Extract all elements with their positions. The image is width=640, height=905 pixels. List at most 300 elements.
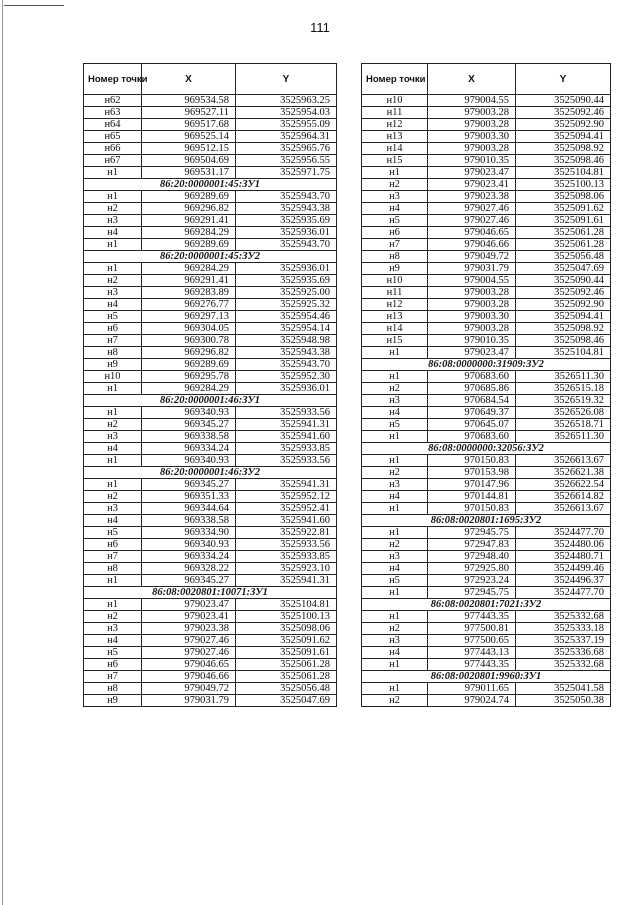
x-value: 972947.83 xyxy=(428,539,516,551)
y-value: 3525952.12 xyxy=(236,491,337,503)
point-number: н1 xyxy=(84,599,142,611)
point-number: н2 xyxy=(362,539,428,551)
x-value: 969527.11 xyxy=(142,107,236,119)
point-number: н9 xyxy=(84,695,142,707)
cadastral-number: 86:08:0020801:1695:ЗУ2 xyxy=(362,515,611,527)
y-value: 3525090.44 xyxy=(516,95,611,107)
table-row xyxy=(84,155,337,167)
x-value: 979027.46 xyxy=(142,635,236,647)
y-value: 3526613.67 xyxy=(516,455,611,467)
y-value: 3525941.31 xyxy=(236,419,337,431)
table-row xyxy=(84,287,337,299)
table-row xyxy=(362,371,611,383)
x-value: 977500.65 xyxy=(428,635,516,647)
point-number: н5 xyxy=(362,215,428,227)
table-row xyxy=(84,635,337,647)
table-row xyxy=(84,215,337,227)
point-number: н1 xyxy=(362,347,428,359)
y-value: 3526621.38 xyxy=(516,467,611,479)
table-row xyxy=(362,347,611,359)
y-value: 3525092.90 xyxy=(516,119,611,131)
y-value: 3525092.46 xyxy=(516,107,611,119)
y-value: 3525333.18 xyxy=(516,623,611,635)
y-value: 3525092.46 xyxy=(516,287,611,299)
table-row xyxy=(362,323,611,335)
x-value: 969340.93 xyxy=(142,455,236,467)
table-row xyxy=(362,695,611,707)
y-value: 3525091.61 xyxy=(516,215,611,227)
point-number: н3 xyxy=(362,479,428,491)
table-row xyxy=(84,623,337,635)
x-value: 979003.28 xyxy=(428,119,516,131)
cadastral-number: 86:20:0000001:45:ЗУ1 xyxy=(84,179,337,191)
y-value: 3524496.37 xyxy=(516,575,611,587)
table-row xyxy=(84,515,337,527)
table-header-row xyxy=(362,64,611,95)
table-row xyxy=(362,503,611,515)
point-number: н1 xyxy=(362,659,428,671)
x-value: 979003.28 xyxy=(428,107,516,119)
y-value: 3525936.01 xyxy=(236,227,337,239)
x-value: 979003.28 xyxy=(428,287,516,299)
table-row xyxy=(84,347,337,359)
point-number: н1 xyxy=(362,611,428,623)
point-number: н2 xyxy=(362,179,428,191)
y-value: 3524477.70 xyxy=(516,587,611,599)
x-value: 969284.29 xyxy=(142,383,236,395)
cadastral-number: 86:20:0000001:46:ЗУ1 xyxy=(84,395,337,407)
section-row xyxy=(362,443,611,455)
table-row xyxy=(362,287,611,299)
table-row xyxy=(84,359,337,371)
table-row xyxy=(84,527,337,539)
table-row xyxy=(84,167,337,179)
y-value: 3526614.82 xyxy=(516,491,611,503)
table-row xyxy=(84,95,337,107)
table-row xyxy=(362,563,611,575)
y-value: 3525954.14 xyxy=(236,323,337,335)
point-number: н7 xyxy=(84,671,142,683)
x-value: 969351.33 xyxy=(142,491,236,503)
section-row xyxy=(84,179,337,191)
point-number: н4 xyxy=(84,515,142,527)
x-value: 970684.54 xyxy=(428,395,516,407)
table-row xyxy=(84,491,337,503)
table-row xyxy=(362,179,611,191)
point-number: н14 xyxy=(362,323,428,335)
x-value: 979003.30 xyxy=(428,131,516,143)
point-number: н3 xyxy=(84,431,142,443)
point-number: н7 xyxy=(84,551,142,563)
table-row xyxy=(84,407,337,419)
x-value: 969504.69 xyxy=(142,155,236,167)
x-value: 969276.77 xyxy=(142,299,236,311)
table-row xyxy=(84,431,337,443)
table-row xyxy=(362,335,611,347)
point-number: н1 xyxy=(84,407,142,419)
point-number: н1 xyxy=(362,167,428,179)
x-value: 969328.22 xyxy=(142,563,236,575)
point-number: н3 xyxy=(84,215,142,227)
y-value: 3525098.92 xyxy=(516,323,611,335)
table-row xyxy=(362,611,611,623)
point-number: н2 xyxy=(362,467,428,479)
x-value: 979023.47 xyxy=(142,599,236,611)
x-value: 970649.37 xyxy=(428,407,516,419)
x-value: 969340.93 xyxy=(142,407,236,419)
table-row xyxy=(362,155,611,167)
y-value: 3525098.92 xyxy=(516,143,611,155)
x-value: 979003.30 xyxy=(428,311,516,323)
table-row xyxy=(84,671,337,683)
point-number: н2 xyxy=(84,611,142,623)
y-value: 3525094.41 xyxy=(516,131,611,143)
table-row xyxy=(84,539,337,551)
table-row xyxy=(362,635,611,647)
x-value: 979023.38 xyxy=(142,623,236,635)
point-number: н67 xyxy=(84,155,142,167)
table-row xyxy=(362,431,611,443)
point-number: н64 xyxy=(84,119,142,131)
point-number: н4 xyxy=(362,491,428,503)
section-row xyxy=(362,599,611,611)
point-number: н1 xyxy=(84,479,142,491)
x-value: 979023.41 xyxy=(142,611,236,623)
section-row xyxy=(84,395,337,407)
table-row xyxy=(362,119,611,131)
x-value: 979046.65 xyxy=(142,659,236,671)
y-value: 3525061.28 xyxy=(236,659,337,671)
y-value: 3525100.13 xyxy=(236,611,337,623)
point-number: н6 xyxy=(84,659,142,671)
x-value: 979003.28 xyxy=(428,299,516,311)
x-value: 979023.47 xyxy=(428,167,516,179)
y-value: 3525104.81 xyxy=(516,347,611,359)
cadastral-number: 86:08:0020801:7021:ЗУ2 xyxy=(362,599,611,611)
table-row xyxy=(362,107,611,119)
table-row xyxy=(362,131,611,143)
x-value: 969283.89 xyxy=(142,287,236,299)
x-value: 969344.64 xyxy=(142,503,236,515)
y-value: 3526511.30 xyxy=(516,431,611,443)
y-value: 3525933.56 xyxy=(236,539,337,551)
y-value: 3525922.81 xyxy=(236,527,337,539)
x-value: 969289.69 xyxy=(142,359,236,371)
y-value: 3526622.54 xyxy=(516,479,611,491)
y-value: 3525963.25 xyxy=(236,95,337,107)
y-value: 3525943.38 xyxy=(236,203,337,215)
point-number: н4 xyxy=(362,563,428,575)
x-value: 969291.41 xyxy=(142,275,236,287)
table-row xyxy=(362,479,611,491)
point-number: н8 xyxy=(362,251,428,263)
section-row xyxy=(362,515,611,527)
y-value: 3525098.46 xyxy=(516,155,611,167)
x-value: 969338.58 xyxy=(142,431,236,443)
table-body-left xyxy=(84,95,337,707)
table-row xyxy=(84,299,337,311)
table-row xyxy=(362,659,611,671)
cadastral-number: 86:08:0000000:31909:ЗУ2 xyxy=(362,359,611,371)
x-value: 969334.24 xyxy=(142,443,236,455)
point-number: н66 xyxy=(84,143,142,155)
y-value: 3525056.48 xyxy=(516,251,611,263)
x-value: 979027.46 xyxy=(428,215,516,227)
cadastral-number: 86:20:0000001:46:ЗУ2 xyxy=(84,467,337,479)
table-row xyxy=(362,299,611,311)
x-value: 969517.68 xyxy=(142,119,236,131)
point-number: н4 xyxy=(84,635,142,647)
table-row xyxy=(362,551,611,563)
x-value: 969289.69 xyxy=(142,239,236,251)
table-row xyxy=(84,371,337,383)
y-value: 3525933.56 xyxy=(236,455,337,467)
y-value: 3525061.28 xyxy=(236,671,337,683)
point-number: н1 xyxy=(84,455,142,467)
y-value: 3525955.09 xyxy=(236,119,337,131)
x-value: 969284.29 xyxy=(142,227,236,239)
y-value: 3525923.10 xyxy=(236,563,337,575)
table-row xyxy=(84,143,337,155)
table-row xyxy=(84,443,337,455)
y-value: 3525336.68 xyxy=(516,647,611,659)
table-row xyxy=(362,143,611,155)
cadastral-number: 86:20:0000001:45:ЗУ2 xyxy=(84,251,337,263)
point-number: н63 xyxy=(84,107,142,119)
point-number: н4 xyxy=(84,443,142,455)
y-value: 3526613.67 xyxy=(516,503,611,515)
x-value: 972945.75 xyxy=(428,587,516,599)
x-value: 972925.80 xyxy=(428,563,516,575)
y-value: 3525952.41 xyxy=(236,503,337,515)
table-row xyxy=(84,383,337,395)
point-number: н12 xyxy=(362,299,428,311)
table-row xyxy=(84,131,337,143)
point-number: н1 xyxy=(362,587,428,599)
x-value: 969345.27 xyxy=(142,419,236,431)
table-row xyxy=(362,191,611,203)
point-number: н1 xyxy=(84,575,142,587)
table-row xyxy=(84,107,337,119)
x-value: 970685.86 xyxy=(428,383,516,395)
point-number: н3 xyxy=(362,551,428,563)
x-value: 970153.98 xyxy=(428,467,516,479)
x-value: 979023.41 xyxy=(428,179,516,191)
table-row xyxy=(362,647,611,659)
point-number: н1 xyxy=(362,527,428,539)
x-value: 969300.78 xyxy=(142,335,236,347)
table-row xyxy=(84,263,337,275)
point-number: н9 xyxy=(84,359,142,371)
table-body-right xyxy=(362,95,611,707)
table-row xyxy=(84,311,337,323)
y-value: 3525104.81 xyxy=(516,167,611,179)
y-value: 3525943.70 xyxy=(236,359,337,371)
point-number: н15 xyxy=(362,335,428,347)
coordinates-table-right xyxy=(361,63,611,707)
point-number: н8 xyxy=(84,683,142,695)
x-value: 979010.35 xyxy=(428,155,516,167)
point-number: н3 xyxy=(84,503,142,515)
point-number: н1 xyxy=(84,191,142,203)
table-row xyxy=(362,167,611,179)
x-value: 970147.96 xyxy=(428,479,516,491)
y-value: 3525941.31 xyxy=(236,479,337,491)
scan-edge-line xyxy=(2,0,3,905)
point-number: н4 xyxy=(362,647,428,659)
table-row xyxy=(362,239,611,251)
table-row xyxy=(362,587,611,599)
y-value: 3525954.03 xyxy=(236,107,337,119)
table-row xyxy=(84,599,337,611)
x-value: 979049.72 xyxy=(142,683,236,695)
y-value: 3525090.44 xyxy=(516,275,611,287)
y-value: 3525098.46 xyxy=(516,335,611,347)
y-value: 3524480.06 xyxy=(516,539,611,551)
x-value: 969340.93 xyxy=(142,539,236,551)
x-value: 979023.38 xyxy=(428,191,516,203)
x-value: 969295.78 xyxy=(142,371,236,383)
x-value: 970683.60 xyxy=(428,371,516,383)
point-number: н1 xyxy=(84,167,142,179)
point-number: н13 xyxy=(362,311,428,323)
table-row xyxy=(84,611,337,623)
y-value: 3525047.69 xyxy=(516,263,611,275)
y-value: 3525337.19 xyxy=(516,635,611,647)
table-row xyxy=(362,407,611,419)
y-value: 3525965.76 xyxy=(236,143,337,155)
x-value: 972923.24 xyxy=(428,575,516,587)
point-number: н4 xyxy=(84,227,142,239)
point-number: н12 xyxy=(362,119,428,131)
x-value: 979003.28 xyxy=(428,323,516,335)
y-value: 3525935.69 xyxy=(236,215,337,227)
y-value: 3525956.55 xyxy=(236,155,337,167)
x-value: 972948.40 xyxy=(428,551,516,563)
x-value: 969525.14 xyxy=(142,131,236,143)
table-row xyxy=(84,695,337,707)
point-number: н3 xyxy=(84,623,142,635)
y-value: 3525925.00 xyxy=(236,287,337,299)
point-number: н6 xyxy=(362,227,428,239)
section-row xyxy=(84,467,337,479)
point-number: н1 xyxy=(84,263,142,275)
point-number: н5 xyxy=(362,419,428,431)
x-value: 979004.55 xyxy=(428,95,516,107)
x-value: 979010.35 xyxy=(428,335,516,347)
y-value: 3525933.85 xyxy=(236,551,337,563)
point-number: н65 xyxy=(84,131,142,143)
table-row xyxy=(362,683,611,695)
table-row xyxy=(362,419,611,431)
x-value: 977443.35 xyxy=(428,659,516,671)
x-value: 979049.72 xyxy=(428,251,516,263)
point-number: н4 xyxy=(362,407,428,419)
x-value: 979027.46 xyxy=(428,203,516,215)
x-value: 977443.35 xyxy=(428,611,516,623)
table-row xyxy=(84,659,337,671)
point-number: н1 xyxy=(84,383,142,395)
y-value: 3525098.06 xyxy=(516,191,611,203)
point-number: н2 xyxy=(362,695,428,707)
table-row xyxy=(362,95,611,107)
table-row xyxy=(84,119,337,131)
x-value: 979003.28 xyxy=(428,143,516,155)
y-value: 3526518.71 xyxy=(516,419,611,431)
table-row xyxy=(362,455,611,467)
table-row xyxy=(362,539,611,551)
point-number: н6 xyxy=(84,539,142,551)
x-value: 969284.29 xyxy=(142,263,236,275)
table-row xyxy=(84,647,337,659)
point-number: н3 xyxy=(84,287,142,299)
point-number: н10 xyxy=(362,275,428,287)
table-row xyxy=(362,275,611,287)
y-value: 3526511.30 xyxy=(516,371,611,383)
point-number: н15 xyxy=(362,155,428,167)
point-number: н1 xyxy=(362,431,428,443)
x-value: 969338.58 xyxy=(142,515,236,527)
table-row xyxy=(84,227,337,239)
x-value: 969345.27 xyxy=(142,479,236,491)
y-value: 3524477.70 xyxy=(516,527,611,539)
y-value: 3525100.13 xyxy=(516,179,611,191)
y-value: 3525332.68 xyxy=(516,611,611,623)
y-header: Y xyxy=(516,64,611,95)
y-value: 3525936.01 xyxy=(236,383,337,395)
section-row xyxy=(84,587,337,599)
y-value: 3524480.71 xyxy=(516,551,611,563)
point-number: н1 xyxy=(362,503,428,515)
table-row xyxy=(84,335,337,347)
x-value: 970683.60 xyxy=(428,431,516,443)
point-number: н2 xyxy=(84,203,142,215)
point-number: н6 xyxy=(84,323,142,335)
section-row xyxy=(362,671,611,683)
table-row xyxy=(84,479,337,491)
x-value: 979046.66 xyxy=(142,671,236,683)
point-number: н1 xyxy=(362,371,428,383)
x-value: 977443.13 xyxy=(428,647,516,659)
x-value: 970645.07 xyxy=(428,419,516,431)
y-value: 3524499.46 xyxy=(516,563,611,575)
table-row xyxy=(84,575,337,587)
x-value: 969296.82 xyxy=(142,203,236,215)
table-row xyxy=(362,467,611,479)
point-number: н1 xyxy=(84,239,142,251)
y-header: Y xyxy=(236,64,337,95)
point-number: н5 xyxy=(84,527,142,539)
point-number: н9 xyxy=(362,263,428,275)
table-row xyxy=(84,563,337,575)
cadastral-number: 86:08:0020801:10071:ЗУ1 xyxy=(84,587,337,599)
x-value: 969334.90 xyxy=(142,527,236,539)
x-value: 970150.83 xyxy=(428,455,516,467)
x-value: 970144.81 xyxy=(428,491,516,503)
y-value: 3525104.81 xyxy=(236,599,337,611)
x-value: 969531.17 xyxy=(142,167,236,179)
page-number: 111 xyxy=(310,20,330,35)
y-value: 3525954.46 xyxy=(236,311,337,323)
x-header: X xyxy=(142,64,236,95)
y-value: 3525061.28 xyxy=(516,227,611,239)
point-number: н2 xyxy=(84,491,142,503)
x-value: 970150.83 xyxy=(428,503,516,515)
table-row xyxy=(362,383,611,395)
table-row xyxy=(84,239,337,251)
y-value: 3525933.56 xyxy=(236,407,337,419)
x-value: 979027.46 xyxy=(142,647,236,659)
